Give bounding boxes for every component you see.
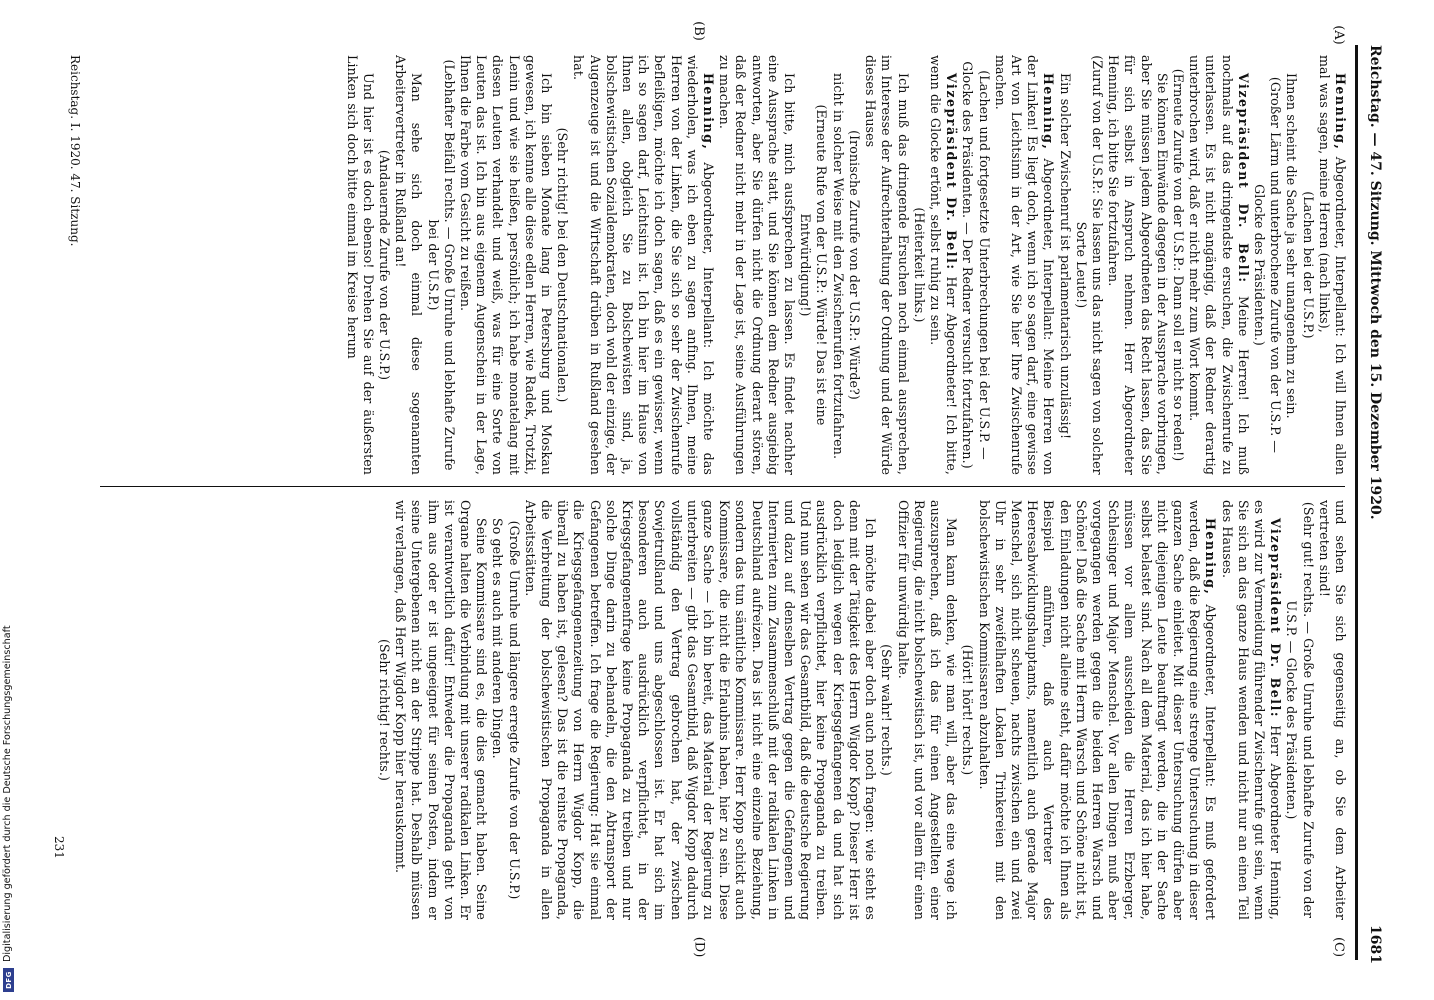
margin-letter-d: (D) [691, 936, 707, 958]
dfg-logo [3, 968, 14, 992]
paragraph-text: Ich bitte, mich ausfsprechen zu lassen. Es findet nachher eine Aussprache statt, und Sie können dem Redner ausgiebig antworten, aber Sie dürfen nicht die Ordnung derart stören, daß der Redner nicht mehr in der Lage ist, seine Ausführungen zu machen. [717, 55, 798, 475]
paragraph [392, 55, 424, 475]
paragraph-text: (Andauernde Zurufe von der U.S.P.) [377, 149, 393, 381]
paragraph [1316, 500, 1348, 920]
paragraph [959, 500, 975, 920]
paragraph-text: (Sehr wahr! rechts.) [879, 644, 895, 776]
paragraph [797, 55, 829, 475]
paragraph-text: Seine Kommissare sind es, die dies gemacht haben. Seine Organe halten die Verbindung mit unserer radikalen Linken. Er ist verantwortlich dafür! Entweder die Propaganda geht von ihm aus oder er ist ungeeignet für seinen Posten, indem er seine Untergebenen nicht an der Strippe hat. Deshalb müssen wir verlangen, daß Herr Wigdor Kopp hier herauskommt. [393, 500, 490, 920]
paragraph [1186, 55, 1251, 475]
paragraph-text: (Erneute Rufe von der U.S.P.: Würde! Das ist eine Entwürdigung!) [798, 104, 830, 426]
paragraph [1218, 500, 1283, 920]
paragraph-text: (Hört! hört! rechts.) [960, 644, 976, 776]
paragraph [1251, 55, 1283, 475]
paragraph-text: Sie können Einwände dagegen in der Aussprache vorbringen, aber Sie müssen jedem Abgeordneten das Recht lassen, das Sie für sich selbst in Anspruch nehmen. Herr Abgeordneter Henning, ich bitte Sie fortzufahren. [1106, 55, 1170, 475]
speaker-name: Vizepräsident Dr. Bell: [1268, 518, 1284, 719]
column-divider [100, 486, 1345, 487]
paragraph-text: (Sehr gut! rechts. — Große Unruhe und lebhafte Zurufe von der U.S.P. — Glocke des Präsidenten.) [1284, 501, 1316, 919]
paragraph [392, 500, 489, 920]
paragraph [927, 55, 959, 475]
paragraph-text: (Lebhafter Beifall rechts. — Große Unruhe und lebhafte Zurufe bei der U.S.P.) [425, 59, 457, 471]
paragraph [1299, 55, 1315, 475]
margin-letter-a: (A) [1330, 25, 1346, 45]
paragraph [424, 55, 456, 475]
margin-letter-b: (B) [690, 21, 706, 41]
paragraph [975, 500, 1218, 920]
paragraph [505, 500, 521, 920]
right-column [98, 500, 1348, 920]
paragraph-text: Ein solcher Zwischenruf ist parlamentarisch unzulässig! [1057, 73, 1073, 440]
bottom-page-number-text: 231 [52, 836, 66, 859]
paragraph [1170, 55, 1186, 475]
paragraph-text: Und hier ist es doch ebenso! Drehen Sie auf der äußersten Linken sich doch bitte einmal im Kreise herum [344, 55, 376, 475]
paragraph [716, 55, 797, 475]
paragraph-text: (Ironische Zurufe von der U.S.P.: Würde?) [846, 130, 862, 400]
paragraph-text: Abgeordneter, Interpellant: Ich möchte das wiederholen, was ich eben zu sagen anfing. Ihnen, meine Herren von der Linken, die Sie sich so sehr der Zwischenrufe befleißigen, möchte ich doch sagen, daß es ein gewisser, wenn ich so sagen darf, Leichtsinn ist. Ich bin hier im Hause von Ihnen allen, obgleich Sie zu Bolschewisten sind, ja, bolschewistischen Sozialdemokraten, doch wohl der einzige, der Augenzeuge ist und die Wirtschaft drüben in Rußland gesehen hat. [571, 55, 717, 475]
paragraph-text: (Große Unruhe und längere erregte Zurufe von der U.S.P.) [506, 520, 522, 900]
paragraph-text: Herr Abgeordneter Henning, es wird zur Vermeidung führender Zwischenrufe gut sein, wenn Sie sich an das ganze Haus wenden und nicht nur an einen Teil des Hauses. [1219, 500, 1284, 920]
paragraph-text: (Sehr richtig! rechts.) [377, 639, 393, 781]
paragraph-text: (Lachen bei der U.S.P.) [1300, 191, 1316, 339]
footer-text: Reichstag. I. 1920. 47. Sitzung. [68, 55, 82, 247]
left-column [98, 55, 1348, 475]
paragraph [376, 500, 392, 920]
paragraph-text: Abgeordneter, Interpellant: Ich will Ihnen allen mal was sagen, meine Herren (nach links), [1316, 55, 1348, 475]
paragraph [489, 500, 505, 920]
footer-left [66, 55, 82, 315]
paragraph [992, 55, 1057, 475]
paragraph [911, 55, 927, 475]
paragraph [846, 55, 862, 475]
paragraph-text: Ich muß das dringende Ersuchen noch einmal aussprechen, im Interesse der Aufrechterhaltung der Ordnung und der Würde dieses Hauses [863, 55, 911, 475]
paragraph-text: (Sehr richtig! bei den Deutschnationalen.) [555, 127, 571, 403]
paragraph [1316, 55, 1348, 475]
speaker-name: Henning, [1333, 73, 1348, 151]
paragraph [1105, 55, 1170, 475]
speaker-name: Henning, [1203, 518, 1219, 596]
paragraph [1283, 500, 1315, 920]
speaker-name: Vizepräsident Dr. Bell: [944, 73, 960, 271]
paragraph-text: (Heiterkeit links.) [911, 207, 927, 323]
paragraph-text: Abgeordneter, Interpellant: Meine Herren von der Linken! Es liegt doch, wenn ich so sagen darf, eine gewisse Art von Leichtsinn in der Art, wie Sie hier Ihre Zwischenrufe machen. [992, 55, 1057, 475]
paragraph-text: (Zuruf von der U.S.P.: Sie lassen uns das nicht sagen von solcher Sorte Leute!) [1073, 55, 1105, 475]
margin-letter-c: (C) [1331, 936, 1347, 958]
page-number [1364, 925, 1384, 975]
paragraph [343, 55, 375, 475]
funding-note-text: Digitalisierung gefördert durch die Deutsche Forschungsgemeinschaft [2, 625, 13, 962]
paragraph-text: Man kann denken, wie man will, aber das eine wage ich auszusprechen, daß ich das für einen Angestellten einer Regierung, die nicht bolschewistisch ist, und vor allem für einen Offizier für unwürdig halte. [895, 500, 960, 920]
paragraph [570, 55, 716, 475]
paragraph [878, 500, 894, 920]
dfg-logo-text: DFG [4, 971, 13, 989]
paragraph [830, 55, 846, 475]
paragraph-text: So geht es auch mit anderen Dingen. [490, 518, 506, 759]
funding-note [2, 625, 13, 962]
speaker-name: Vizepräsident Dr. Bell: [1235, 73, 1251, 284]
speaker-name: Henning, [701, 73, 717, 151]
paragraph-text: Herr Abgeordneter! Ich bitte, wenn die Glocke ertönt, selbst ruhig zu sein. [927, 55, 960, 475]
paragraph-text: Meine Herren! Ich muß nochmals auf das dringendste ersuchen, die Zwischenrufe zu unterlassen. Es ist nicht angängig, daß der Redner derartig unterbrochen wird, daß er nicht mehr zum Wort kommt. [1187, 55, 1251, 475]
paragraph-text: und sehen Sie sich gegenseitig an, ob Sie dem Arbeiter vertreten sind! [1316, 500, 1348, 920]
paragraph-text: Ich bin sieben Monate lang in Petersburg und Moskau gewesen, ich kenne alle diese edlen Herren, wie Radek, Trotzki, Lenin und wie sie heißen, persönlich; ich habe monatelang mit diesen Leuten verhandelt und weiß, was für eine Sorte von Leuten das ist. Ich bin aus eigenem Augenschein in der Lage, Ihnen die Farbe vom Gesicht zu reißen. [458, 55, 555, 475]
paragraph-text: Ich möchte dabei aber doch auch noch fragen: wie steht es denn mit der Tätigkeit des Herrn Wigdor Kopp? Dieser Herr ist doch lediglich wegen der Kriegsgefangenen da und hat sich ausdrücklich verpflichtet, hier keine Propaganda zu treiben. Und nun sehen wir das Gesamtbild, daß die deutsche Regierung und dazu auf denselben Vertrag gegen die Gefangenen und Internierten zum Zusammenschluß mit der radikalen Linken in Deutschland aufreizen. Das ist nicht eine einzelne Beziehung, sondern das tun sämtliche Kommissare. Herr Kopp schickt auch Kommissare, die nicht die Erlaubnis haben, hier zu sein. Diese ganze Sache — ich bin bereit, das Material der Regierung zu unterbreiten — gibt das Gesamtbild, daß Wigdor Kopp dadurch vollständig den Vertrag gebrochen hat, der zwischen Sowjetrußland und uns abgeschlossen ist. Er hat sich im besonderen auch ausdrücklich verpflichtet, in der Kriegsgefangenenfrage keine Propaganda zu treiben und nur solche Dinge darin zu behandeln, die den Abtransport der Gefangenen betreffen. Ich frage die Regierung: Hat sie einmal die Kriegsgefangenenzeitung von Herrn Wigdor Kopp, die überall zu haben ist, gelesen? Das ist die reinste Propaganda, die Verbreitung der bolschewistischen Propaganda in allen Arbeitsstätten. [522, 500, 879, 920]
paragraph [1283, 55, 1299, 475]
running-header [1364, 45, 1384, 865]
header-rule [1355, 45, 1358, 960]
paragraph-text: Abgeordneter, Interpellant: Es muß gefordert werden, daß die Regierung eine strenge Untersuchung in dieser ganzen Sache einleitet. Mit dieser Untersuchung dürfen aber nicht diejenigen Leute beauftragt werden, die in der Sache selbst belastet sind. Nach all dem Material, das ich hier habe, müssen vor allem ausscheiden die Herren Erzberger, Schlesinger und Major Menschel. Vor allen Dingen muß aber vorgegangen werden gegen die beiden Herren Warsch und Schöne! Daß die Sache mit Herrn Warsch und Schöne nicht ist, den Einladungen nicht alleine steht, dafür möchte ich Ihnen als Beispiel anführen, daß auch Vertreter des Heeresabwicklungshauptamts, namentlich auch gerade Major Menschel, sich nicht scheuen, nachts zwischen ein und zwei Uhr in sehr zweifelhaften Lokalen Trinkereien mit den bolschewistischen Kommissaren abzuhalten. [976, 500, 1219, 920]
paragraph [554, 55, 570, 475]
paragraph [376, 55, 392, 475]
paragraph [959, 55, 991, 475]
paragraph [862, 55, 911, 475]
paragraph [1056, 55, 1072, 475]
paragraph [894, 500, 959, 920]
paragraph-text: (Erneute Zurufe von der U.S.P.: Dann soll er nicht so reden!) [1170, 68, 1186, 462]
paragraph-text: (Großer Lärm und unterbrochene Zurufe von der U.S.P. — Glocke des Präsidenten.) [1251, 76, 1284, 454]
bottom-page-number [50, 836, 66, 876]
header-title: Reichstag. — 47. Sitzung. Mittwoch den 15. Dezember 1920. [1367, 45, 1383, 520]
paragraph-text: Man sehe sich doch einmal diese sogenannten Arbeitervertreter in Rußland an! [393, 55, 425, 475]
paragraph [1073, 55, 1105, 475]
paragraph [522, 500, 878, 920]
paragraph-text: (Lachen und fortgesetzte Unterbrechungen bei der U.S.P. — Glocke des Präsidenten. — Der Redner versucht fortzufahren.) [960, 61, 992, 469]
speaker-name: Henning, [1041, 73, 1057, 151]
paragraph-text: Ihnen scheint die Sache ja sehr unangenehm zu sein. [1284, 73, 1300, 419]
paragraph-text: nicht in solcher Weise mit den Zwischenrufen fortzufahren. [830, 73, 846, 460]
paragraph [457, 55, 554, 475]
page-number-text: 1681 [1367, 925, 1383, 964]
